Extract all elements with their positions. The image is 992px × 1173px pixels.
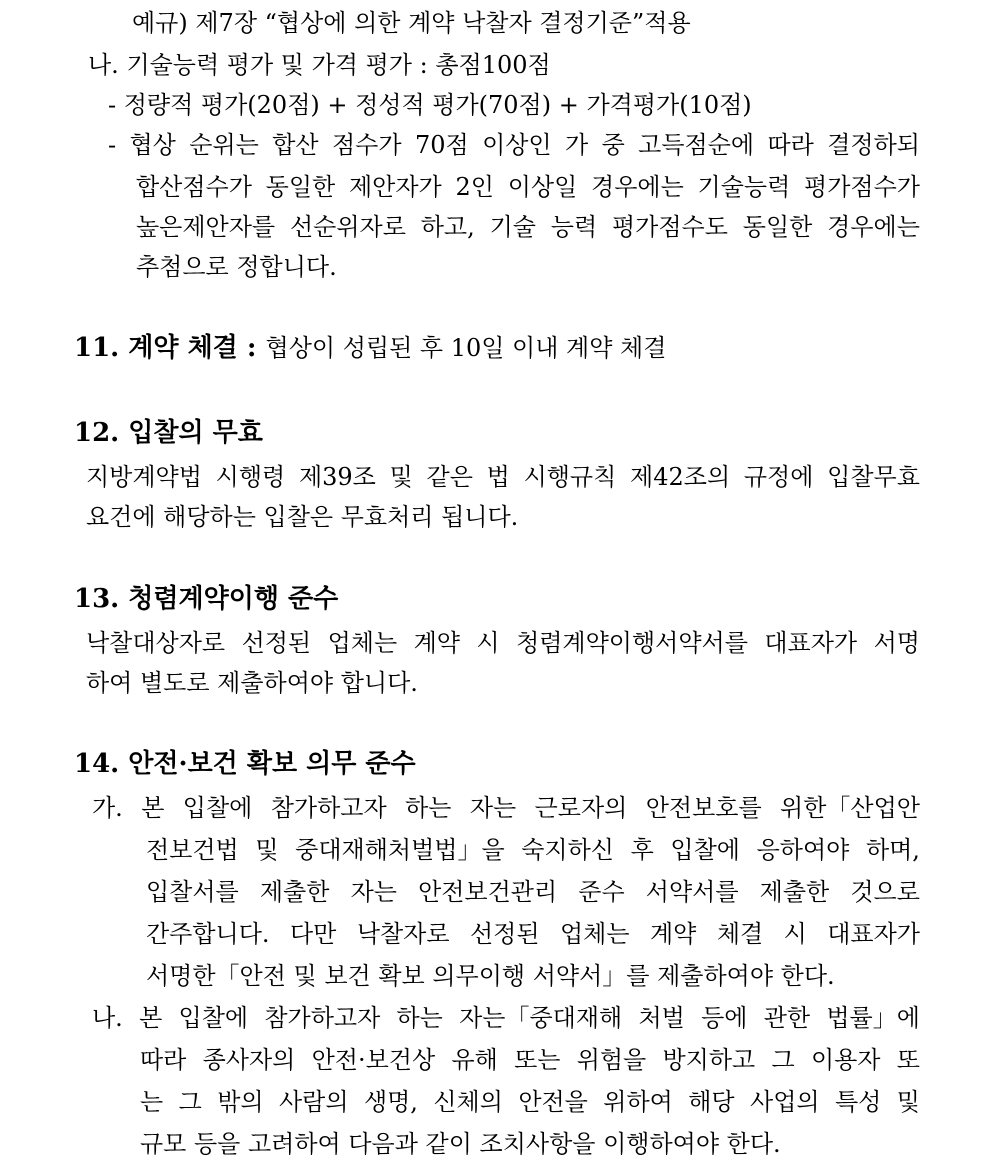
- word: 기술능력: [697, 173, 791, 201]
- section-12-heading: 12. 입찰의 무효: [74, 418, 263, 448]
- word: 그: [771, 1046, 795, 1074]
- text-line: [92, 793, 920, 823]
- word: 입찰무효: [827, 463, 920, 491]
- section-14-heading: 14. 안전·보건 확보 의무 준수: [74, 749, 416, 779]
- word: 그: [178, 1088, 202, 1116]
- word: 입찰에: [178, 1004, 249, 1032]
- word: 및: [896, 1088, 920, 1116]
- word: 체결: [716, 920, 764, 948]
- word: 및: [389, 463, 413, 491]
- text-line: [136, 212, 920, 242]
- word: 이상일: [507, 173, 578, 201]
- word: 시행령: [215, 463, 286, 491]
- word: 업체는: [327, 629, 398, 657]
- word: 자는: [469, 794, 517, 822]
- word: 종사자의: [202, 1046, 296, 1074]
- word: 협상: [129, 131, 176, 159]
- text-line: [86, 628, 920, 658]
- word: 시행규칙: [523, 463, 617, 491]
- text-line: [136, 172, 920, 202]
- word: 선정된: [241, 629, 312, 657]
- word: 합산: [272, 131, 319, 159]
- text-line: 하여 별도로 제출하여야 합니다.: [86, 669, 418, 697]
- word: 점수가: [331, 131, 402, 159]
- word: 고득점순에: [638, 131, 755, 159]
- word: 낙찰대상자로: [86, 629, 226, 657]
- word: 이용자: [810, 1046, 881, 1074]
- word: 이상인: [482, 131, 552, 159]
- word: 참가하고자: [264, 1004, 381, 1032]
- word: 나.: [92, 1004, 123, 1032]
- text-line: 서명한「안전 및 보건 확보 의무이행 서약서」를 제출하여야 한다.: [146, 962, 835, 990]
- word: 안전·보건상: [311, 1046, 436, 1074]
- word: 계약: [413, 629, 460, 657]
- word: 시: [476, 629, 500, 657]
- word: 본: [141, 794, 165, 822]
- word: 는: [140, 1088, 164, 1116]
- word: 평가점수가: [804, 173, 920, 201]
- text-line: 나. 기술능력 평가 및 가격 평가 : 총점100점: [88, 51, 551, 79]
- word: 위하여: [603, 1088, 673, 1116]
- section-13-heading: 13. 청렴계약이행 준수: [74, 584, 339, 614]
- word: 참가하고자: [270, 794, 387, 822]
- text-line: [140, 1087, 920, 1117]
- word: 서약서를: [645, 878, 739, 906]
- word: 안전보호를: [645, 794, 762, 822]
- word: 안전을: [518, 1088, 588, 1116]
- word: 하는: [405, 794, 452, 822]
- word: 따라: [767, 131, 814, 159]
- word: 청렴계약이행서약서를: [516, 629, 748, 657]
- word: 능력: [550, 213, 598, 241]
- word: 높은제안자를: [136, 213, 276, 241]
- word: 방지하고: [662, 1046, 756, 1074]
- word: 규정에: [743, 463, 814, 491]
- word: 기술: [489, 213, 536, 241]
- word: 선정된: [470, 920, 540, 948]
- word: 하고,: [420, 213, 475, 241]
- word: 경우에는: [827, 213, 920, 241]
- word: 관한: [763, 1004, 811, 1032]
- text-line: [108, 130, 920, 160]
- word: 70점: [414, 131, 469, 159]
- word: 법: [486, 463, 510, 491]
- word: 낙찰자로: [356, 920, 450, 948]
- word: 지방계약법: [86, 463, 202, 491]
- word: 제39조: [298, 463, 376, 491]
- word: 업체는: [560, 920, 630, 948]
- word: 등에: [701, 1004, 748, 1032]
- word: 전보건법: [146, 836, 239, 864]
- word: 신체의: [433, 1088, 503, 1116]
- text-line: 예규) 제7장 “협상에 의한 계약 낙찰자 결정기준”적용: [132, 9, 691, 37]
- word: 대표자가: [764, 629, 858, 657]
- word: 해당: [688, 1088, 735, 1116]
- text-line: [92, 1003, 920, 1033]
- word: 평가점수도: [612, 213, 728, 241]
- word: 제안자가: [348, 173, 442, 201]
- word: -: [108, 131, 117, 159]
- word: 처벌: [638, 1004, 685, 1032]
- text-line: 요건에 해당하는 입찰은 무효처리 됩니다.: [86, 503, 519, 531]
- word: 위험을: [576, 1046, 647, 1074]
- word: 중: [601, 131, 625, 159]
- word: 대표자가: [827, 920, 920, 948]
- word: 제출한: [759, 878, 830, 906]
- word: 동일한: [265, 173, 336, 201]
- word: 하는: [396, 1004, 443, 1032]
- text-line: 규모 등을 고려하여 다음과 같이 조치사항을 이행하여야 한다.: [140, 1130, 781, 1158]
- word: 가.: [92, 794, 123, 822]
- word: 준수: [578, 878, 625, 906]
- word: 2인: [455, 173, 494, 201]
- word: 안전보건관리: [418, 878, 558, 906]
- word: 위한「산업안: [780, 794, 920, 822]
- word: 제출한: [259, 878, 330, 906]
- word: 입찰에: [670, 836, 740, 864]
- text-line: 추첨으로 정합니다.: [136, 253, 337, 281]
- word: 후: [630, 836, 654, 864]
- word: 경우에는: [591, 173, 684, 201]
- word: 응하여야: [756, 836, 850, 864]
- text-line: - 정량적 평가(20점) + 정성적 평가(70점) + 가격평가(10점): [108, 91, 752, 119]
- word: 간주합니다.: [146, 920, 270, 948]
- word: 같은: [426, 463, 473, 491]
- word: 시: [783, 920, 807, 948]
- text-line: [140, 1045, 920, 1075]
- text-line: [146, 877, 920, 907]
- word: 결정하되: [827, 131, 920, 159]
- word: 또는: [514, 1046, 561, 1074]
- word: 입찰에: [182, 794, 253, 822]
- word: 숙지하신: [521, 836, 614, 864]
- word: 자는: [350, 878, 397, 906]
- section-11-text: 협상이 성립된 후 10일 이내 계약 체결: [265, 334, 667, 362]
- word: 따라: [140, 1046, 187, 1074]
- word: 계약: [650, 920, 697, 948]
- word: 중대재해처벌법」을: [295, 836, 505, 864]
- word: 것으로: [850, 878, 920, 906]
- word: 생명,: [363, 1088, 418, 1116]
- word: 가: [565, 131, 589, 159]
- word: 근로자의: [534, 794, 628, 822]
- word: 유해: [451, 1046, 498, 1074]
- word: 순위는: [189, 131, 259, 159]
- word: 입찰서를: [146, 878, 239, 906]
- section-11-heading: [74, 333, 666, 363]
- text-line: [146, 835, 920, 865]
- word: 및: [255, 836, 279, 864]
- word: 밖의: [217, 1088, 264, 1116]
- word: 서명: [873, 629, 920, 657]
- word: 자는「중대재해: [459, 1004, 623, 1032]
- word: 하며,: [865, 836, 920, 864]
- word: 동일한: [742, 213, 813, 241]
- word: 사업의: [750, 1088, 820, 1116]
- word: 다만: [290, 920, 337, 948]
- word: 본: [139, 1004, 163, 1032]
- word: 제42조의: [630, 463, 731, 491]
- text-line: [146, 919, 920, 949]
- word: 또: [896, 1046, 920, 1074]
- word: 선순위자로: [289, 213, 406, 241]
- word: 사람의: [278, 1088, 349, 1116]
- word: 특성: [835, 1088, 882, 1116]
- text-line: [86, 462, 920, 492]
- word: 합산점수가: [136, 173, 252, 201]
- section-11-title: 11. 계약 체결 :: [74, 333, 257, 363]
- word: 법률」에: [826, 1004, 920, 1032]
